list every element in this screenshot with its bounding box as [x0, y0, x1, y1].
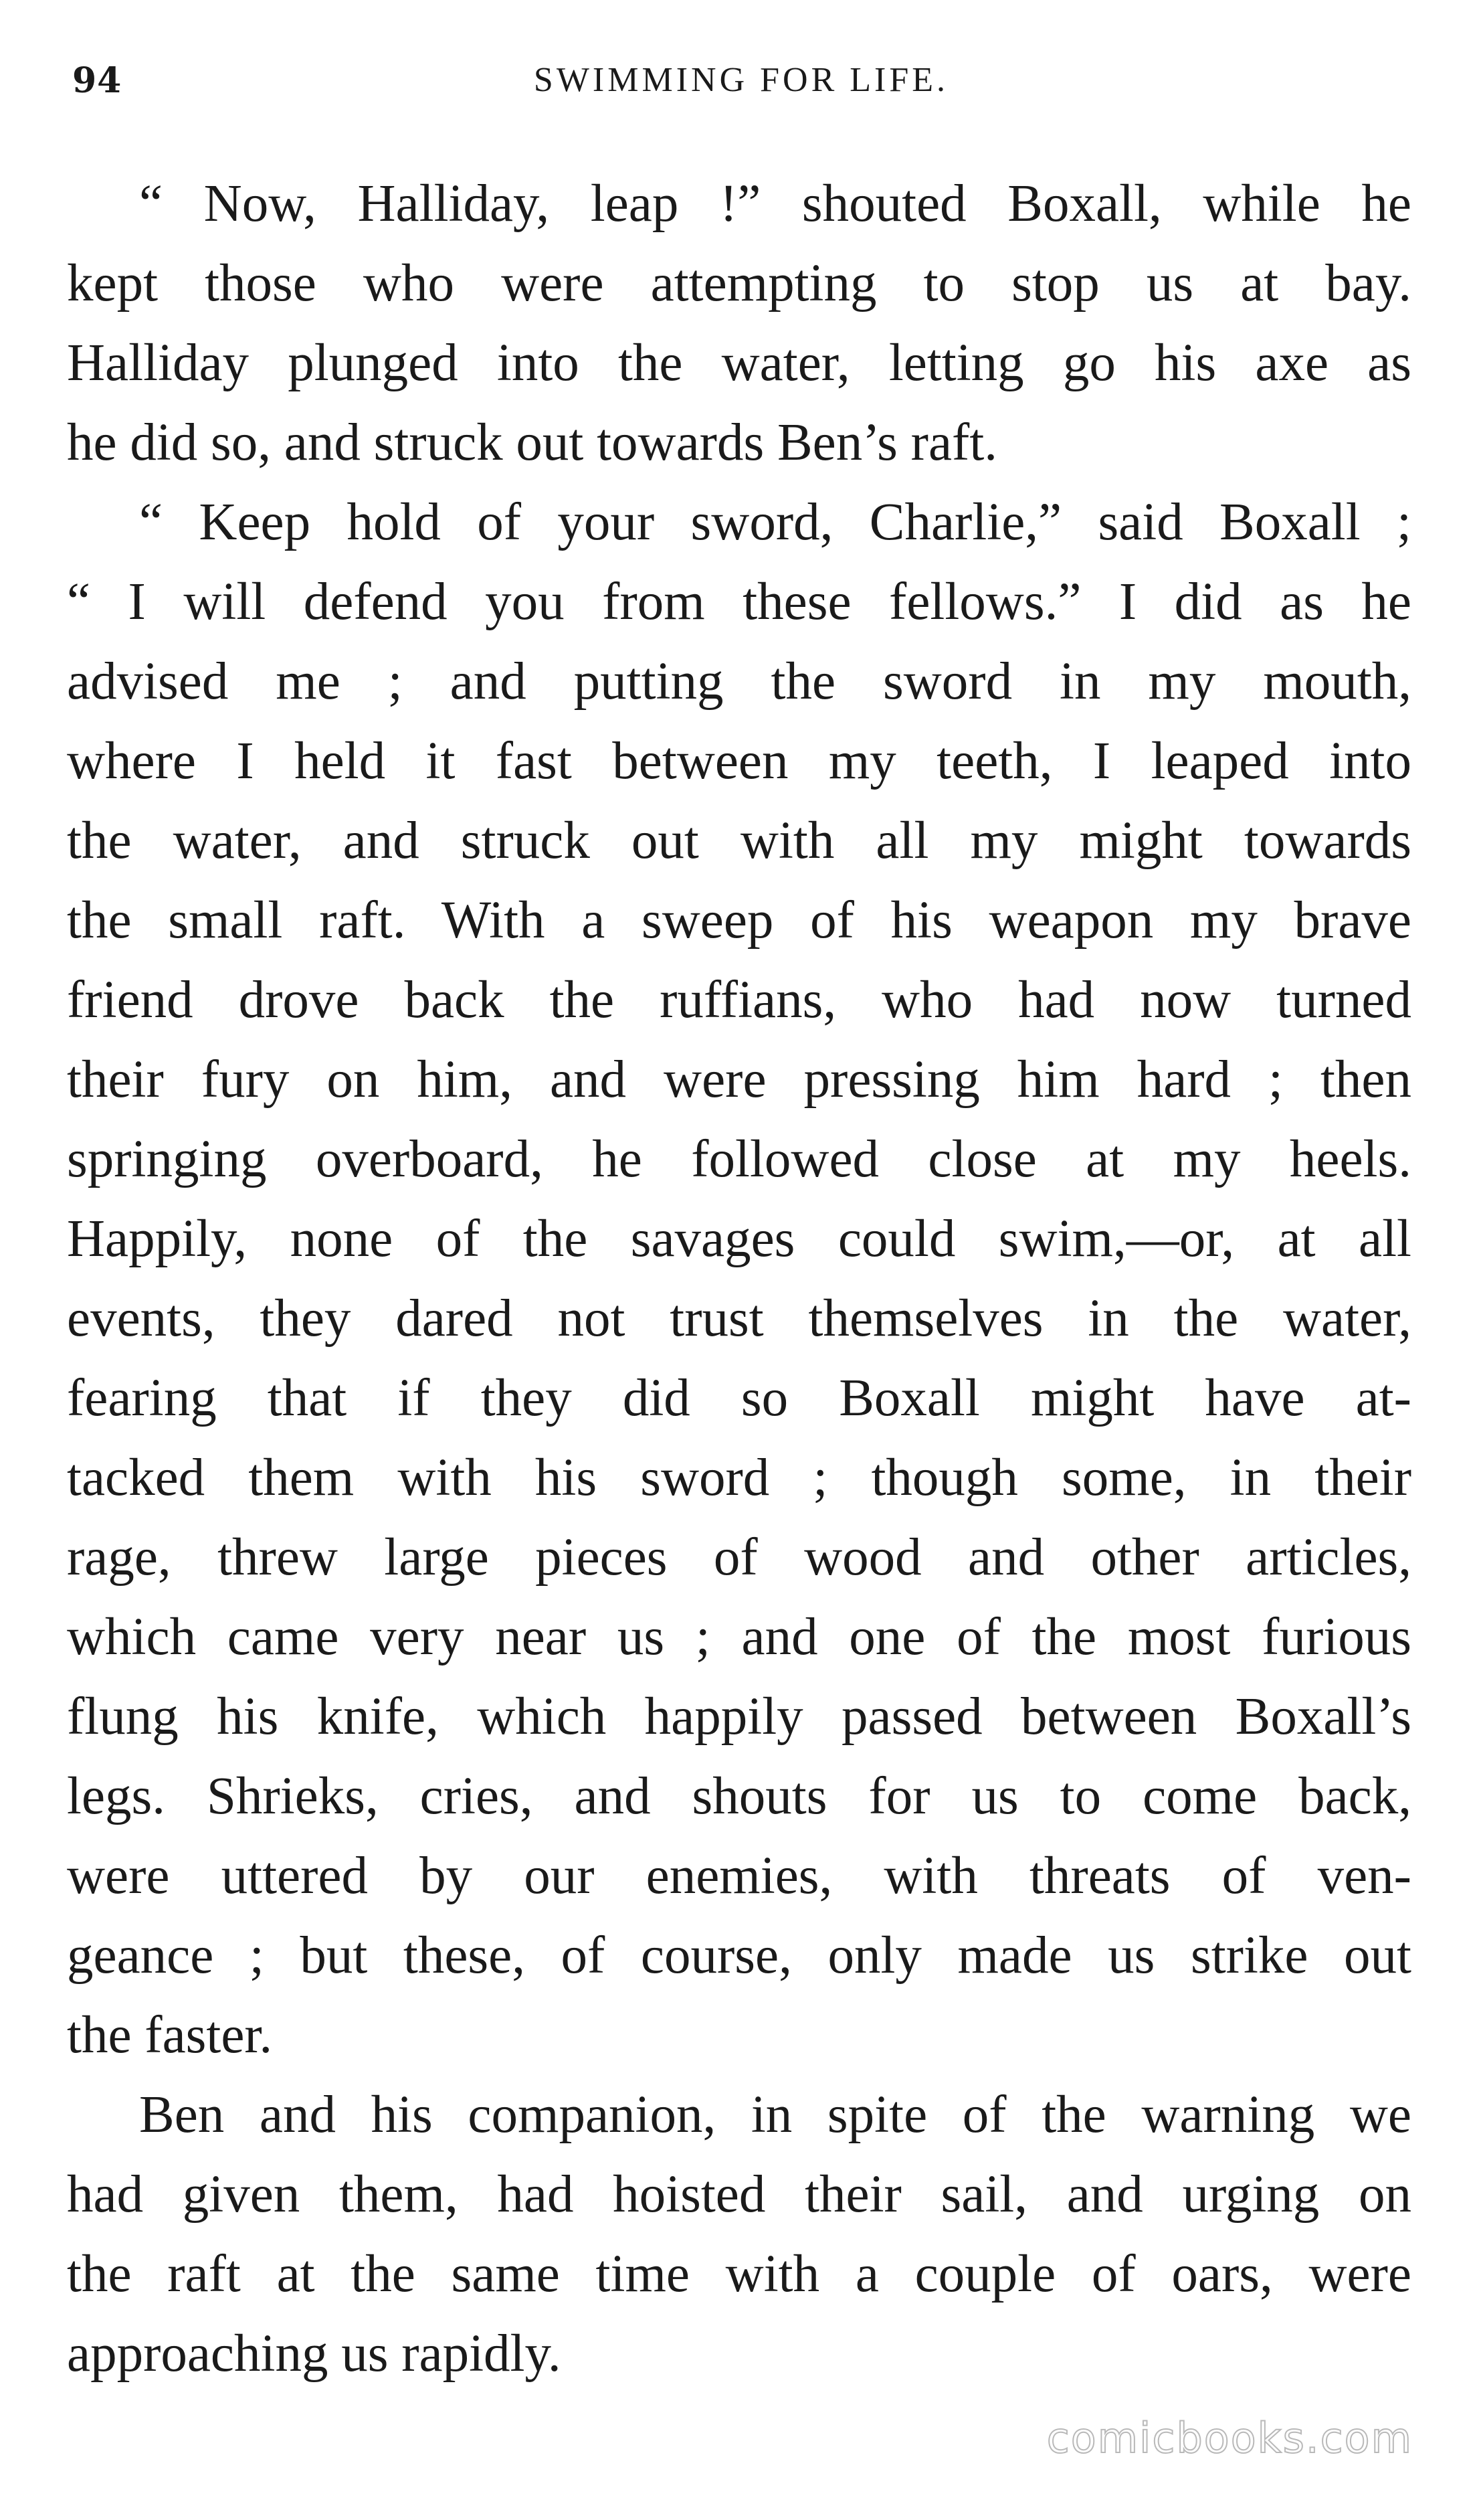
text-line: the water, and struck out with all my might towards [67, 812, 1411, 870]
text-line: Ben and his companion, in spite of the warning we [139, 2086, 1411, 2144]
text-line: flung his knife, which happily passed between Boxall’s [67, 1688, 1411, 1746]
watermark: comicbooks.com [1046, 2414, 1413, 2462]
text-line: “ Now, Halliday, leap !” shouted Boxall, while he [139, 175, 1411, 233]
text-line: springing overboard, he followed close at my heels. [67, 1130, 1411, 1188]
page-header [72, 60, 1410, 120]
text-line: had given them, had hoisted their sail, and urging on [67, 2165, 1411, 2224]
text-line: he did so, and struck out towards Ben’s raft. [67, 414, 998, 472]
text-line: “ Keep hold of your sword, Charlie,” said Boxall ; [139, 493, 1411, 551]
paragraph [67, 482, 1411, 2075]
text-line: Happily, none of the savages could swim,—or, at all [67, 1210, 1411, 1268]
text-line: geance ; but these, of course, only made us strike out [67, 1926, 1411, 1985]
paragraph [67, 164, 1411, 482]
text-line: rage, threw large pieces of wood and other articles, [67, 1528, 1411, 1587]
text-line: legs. Shrieks, cries, and shouts for us to come back, [67, 1767, 1411, 1825]
text-line: friend drove back the ruffians, who had now turned [67, 971, 1411, 1029]
paragraph [67, 2075, 1411, 2394]
text-line: fearing that if they did so Boxall might have at- [67, 1369, 1411, 1427]
body-text [67, 164, 1411, 2394]
text-line: Halliday plunged into the water, letting go his axe as [67, 334, 1411, 392]
text-line: the faster. [67, 2006, 273, 2064]
running-head: SWIMMING FOR LIFE. [533, 61, 949, 99]
text-line: events, they dared not trust themselves in the water, [67, 1289, 1411, 1348]
text-line: “ I will defend you from these fellows.” I did as he [67, 573, 1411, 631]
page-number: 94 [72, 60, 122, 101]
text-line: advised me ; and putting the sword in my mouth, [67, 652, 1411, 711]
text-line: their fury on him, and were pressing him hard ; then [67, 1051, 1411, 1109]
text-line: where I held it fast between my teeth, I leaped into [67, 732, 1411, 790]
text-line: which came very near us ; and one of the most furious [67, 1608, 1411, 1666]
text-line: were uttered by our enemies, with threats of ven- [67, 1847, 1411, 1905]
text-line: tacked them with his sword ; though some, in their [67, 1449, 1411, 1507]
text-line: the small raft. With a sweep of his weapon my brave [67, 891, 1411, 950]
text-line: approaching us rapidly. [67, 2325, 561, 2383]
text-line: the raft at the same time with a couple of oars, were [67, 2245, 1411, 2303]
text-line: kept those who were attempting to stop us at bay. [67, 254, 1411, 312]
